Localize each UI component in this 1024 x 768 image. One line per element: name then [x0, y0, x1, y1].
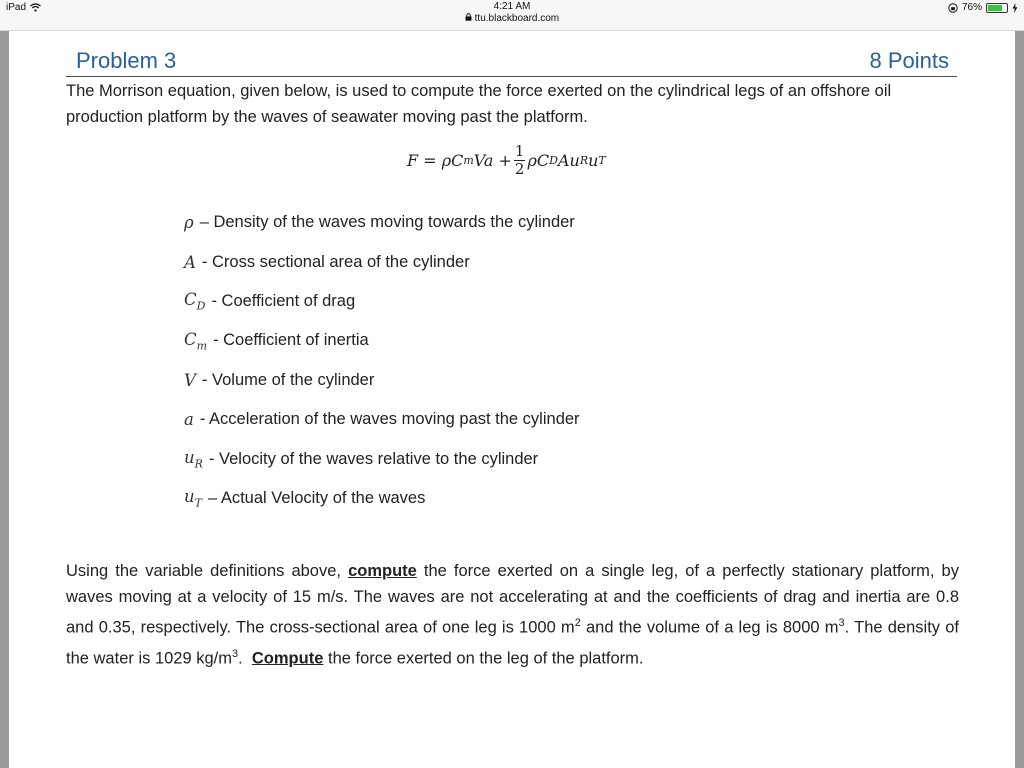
- def-text: - Cross sectional area of the cylinder: [201, 252, 470, 271]
- task-s4: . The density of the water is 1029 kg/m: [66, 618, 959, 667]
- def-symbol: u: [184, 447, 195, 467]
- task-sup-volume: 3: [838, 617, 845, 629]
- device-label: iPad: [6, 2, 27, 13]
- formula-term2-u: u: [588, 151, 599, 170]
- url-bar[interactable]: [0, 13, 1024, 25]
- definitions-list: [184, 203, 580, 518]
- formula-lhs: F: [407, 151, 419, 170]
- def-text: - Volume of the cylinder: [201, 370, 375, 389]
- formula-term2-sub3: T: [598, 154, 606, 167]
- formula-term1-sub: m: [463, 154, 474, 167]
- def-symbol-sub: m: [196, 339, 208, 353]
- def-symbol: u: [184, 487, 195, 507]
- formula-term1: ρC: [441, 151, 464, 170]
- formula-term2: ρC: [527, 151, 550, 170]
- task-s2: the force exerted on a single leg, of a perfectly stationary platform, by waves moving at a velocity of 15 m/s. The waves are not accelerating at and the coefficients of drag and inertia are 0.8 and 0.35, respectively. The cross-sectional area of one leg is 1000 m: [66, 562, 959, 637]
- compute-emphasis-1: compute: [348, 562, 417, 580]
- battery-fill: [988, 5, 1002, 11]
- task-sup-density: 3: [232, 647, 239, 660]
- problem-header: [66, 46, 957, 77]
- definition-acceleration: [184, 400, 580, 439]
- compute-emphasis-2: Compute: [251, 649, 324, 667]
- task-s5: .: [238, 649, 243, 667]
- lock-icon: [465, 13, 472, 21]
- formula-term1-rest: Va +: [473, 151, 512, 170]
- definition-drag-coefficient: [184, 282, 580, 321]
- task-sup-area: 2: [574, 617, 581, 629]
- def-text: - Coefficient of inertia: [213, 331, 369, 350]
- def-symbol: a: [184, 410, 194, 430]
- def-symbol-sub: D: [196, 299, 206, 313]
- def-text: - Acceleration of the waves moving past the cylinder: [199, 410, 580, 429]
- status-right: [948, 2, 1018, 13]
- definition-area: [184, 242, 580, 281]
- formula-term2-sub: D: [549, 154, 558, 167]
- def-symbol: ρ: [184, 213, 194, 233]
- formula-term2-mid: Au: [557, 151, 580, 170]
- clock: 4:21 AM: [493, 1, 531, 12]
- def-text: - Velocity of the waves relative to the cylinder: [208, 449, 539, 468]
- status-center: [0, 1, 1024, 25]
- battery-icon: [986, 3, 1008, 13]
- formula-equals: =: [423, 151, 437, 170]
- formula-fraction: [514, 143, 526, 178]
- morrison-equation: [407, 143, 606, 178]
- def-symbol-sub: R: [194, 457, 203, 471]
- task-s3: and the volume of a leg is 8000 m: [580, 618, 839, 637]
- battery-percent: 76%: [961, 2, 982, 13]
- url-text: ttu.blackboard.com: [474, 13, 560, 24]
- def-symbol: A: [184, 252, 196, 272]
- charging-icon: [1012, 3, 1018, 13]
- problem-points: 8 Points: [869, 48, 949, 73]
- fraction-denominator: 2: [514, 160, 525, 178]
- status-bar: [0, 0, 1024, 31]
- definition-density: [184, 203, 580, 242]
- definition-actual-velocity: [184, 479, 580, 518]
- def-symbol: C: [184, 290, 197, 310]
- document-page: [0, 31, 1024, 768]
- intro-paragraph: The Morrison equation, given below, is used to compute the force exerted on the cylindrical legs of an offshore oil production platform by the waves of seawater moving past the platform.: [66, 82, 892, 126]
- definition-inertia-coefficient: [184, 321, 580, 360]
- def-symbol-sub: T: [194, 496, 202, 510]
- definition-relative-velocity: [184, 439, 580, 478]
- def-text: – Actual Velocity of the waves: [207, 488, 426, 507]
- formula-term2-sub2: R: [579, 154, 589, 167]
- def-symbol: V: [184, 370, 196, 390]
- task-s1: Using the variable definitions above,: [66, 562, 341, 580]
- def-text: – Density of the waves moving towards the cylinder: [199, 213, 575, 232]
- fraction-numerator: 1: [514, 142, 525, 160]
- task-paragraph: [66, 558, 959, 671]
- definition-volume: [184, 361, 580, 400]
- orientation-lock-icon: [948, 3, 958, 13]
- def-text: - Coefficient of drag: [211, 291, 356, 310]
- def-symbol: C: [184, 329, 197, 349]
- task-s6: the force exerted on the leg of the platform.: [327, 649, 644, 667]
- problem-title: Problem 3: [76, 48, 177, 73]
